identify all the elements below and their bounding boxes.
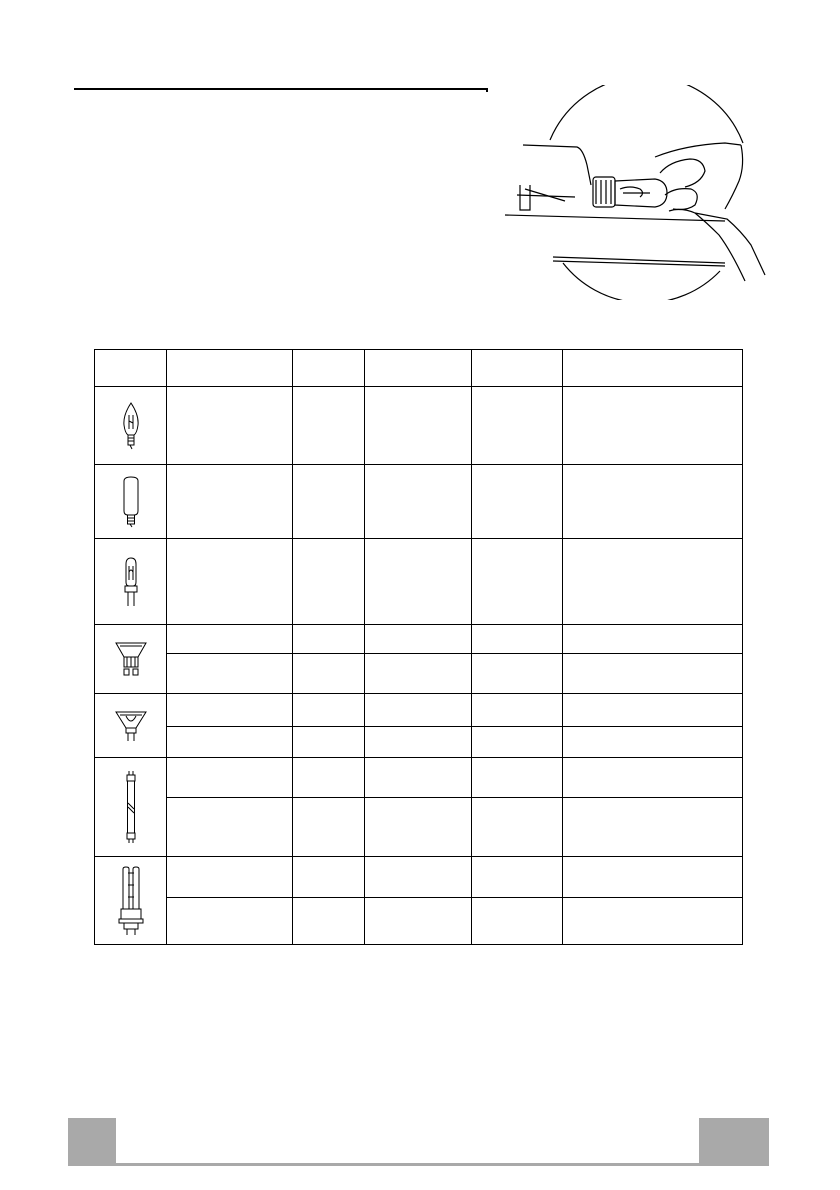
table-cell [293,539,365,625]
table-cell [365,387,472,465]
table-cell [563,694,743,727]
lamp-specification-table [94,349,743,945]
table-cell [365,857,472,898]
table-cell [293,857,365,898]
fluorescent-tube-icon [121,769,141,845]
lamp-type-cell [95,539,167,625]
table-cell [472,758,563,798]
halogen-capsule-icon [121,556,141,608]
table-cell [167,654,293,694]
table-cell [167,898,293,945]
table-cell [365,625,472,654]
table-cell [365,898,472,945]
table-cell [563,898,743,945]
table-cell [293,694,365,727]
bulb-replacement-hand-icon [495,85,775,300]
table-header-cell [167,350,293,387]
table-cell [293,625,365,654]
table-header-cell [95,350,167,387]
lamp-type-cell [95,694,167,758]
table-cell [293,798,365,857]
page-footer [68,1118,769,1168]
lamp-type-cell [95,387,167,465]
lamp-type-cell [95,857,167,945]
table-cell [563,465,743,539]
table-cell [472,465,563,539]
table-cell [563,758,743,798]
candle-bulb-icon [121,401,141,451]
table-cell [563,727,743,758]
gu10-reflector-icon [114,639,148,679]
table-cell [167,857,293,898]
table-cell [472,857,563,898]
table-cell [365,465,472,539]
table-cell [293,727,365,758]
table-cell [293,898,365,945]
table-cell [563,625,743,654]
section-heading-rule [74,88,486,90]
table-row [95,387,743,465]
table-cell [365,539,472,625]
table-cell [293,465,365,539]
table-row [95,798,743,857]
table-cell [167,758,293,798]
table-cell [365,727,472,758]
table-cell [167,539,293,625]
table-cell [563,539,743,625]
tubular-bulb-icon [121,475,141,529]
table-cell [472,387,563,465]
table-header-row [95,350,743,387]
table-cell [472,798,563,857]
table-cell [563,798,743,857]
table-cell [167,387,293,465]
heading-rule-end [484,88,488,92]
table-cell [365,798,472,857]
table-cell [472,727,563,758]
table-cell [563,387,743,465]
table-cell [563,857,743,898]
table-cell [365,694,472,727]
lamp-type-cell [95,625,167,694]
table-cell [293,758,365,798]
table-row [95,727,743,758]
table-header-cell [365,350,472,387]
table-cell [563,654,743,694]
table-cell [472,625,563,654]
table-row [95,758,743,798]
table-cell [472,898,563,945]
table-cell [472,694,563,727]
table-row [95,898,743,945]
lamp-type-cell [95,758,167,857]
table-cell [167,694,293,727]
table-header-cell [563,350,743,387]
table-header-cell [293,350,365,387]
table-row [95,465,743,539]
mr16-reflector-icon [114,708,148,744]
table-row [95,694,743,727]
table-cell [293,387,365,465]
table-cell [472,539,563,625]
footer-rule [116,1163,699,1166]
table-cell [167,625,293,654]
table-row [95,539,743,625]
table-cell [167,465,293,539]
lamp-type-cell [95,465,167,539]
compact-fluorescent-icon [116,865,146,937]
table-cell [293,654,365,694]
table-row [95,857,743,898]
table-cell [472,654,563,694]
table-cell [365,758,472,798]
table-cell [167,798,293,857]
table-row [95,625,743,654]
table-cell [167,727,293,758]
footer-left-block [68,1118,116,1166]
table-cell [365,654,472,694]
table-row [95,654,743,694]
table-header-cell [472,350,563,387]
footer-right-block [699,1118,769,1166]
